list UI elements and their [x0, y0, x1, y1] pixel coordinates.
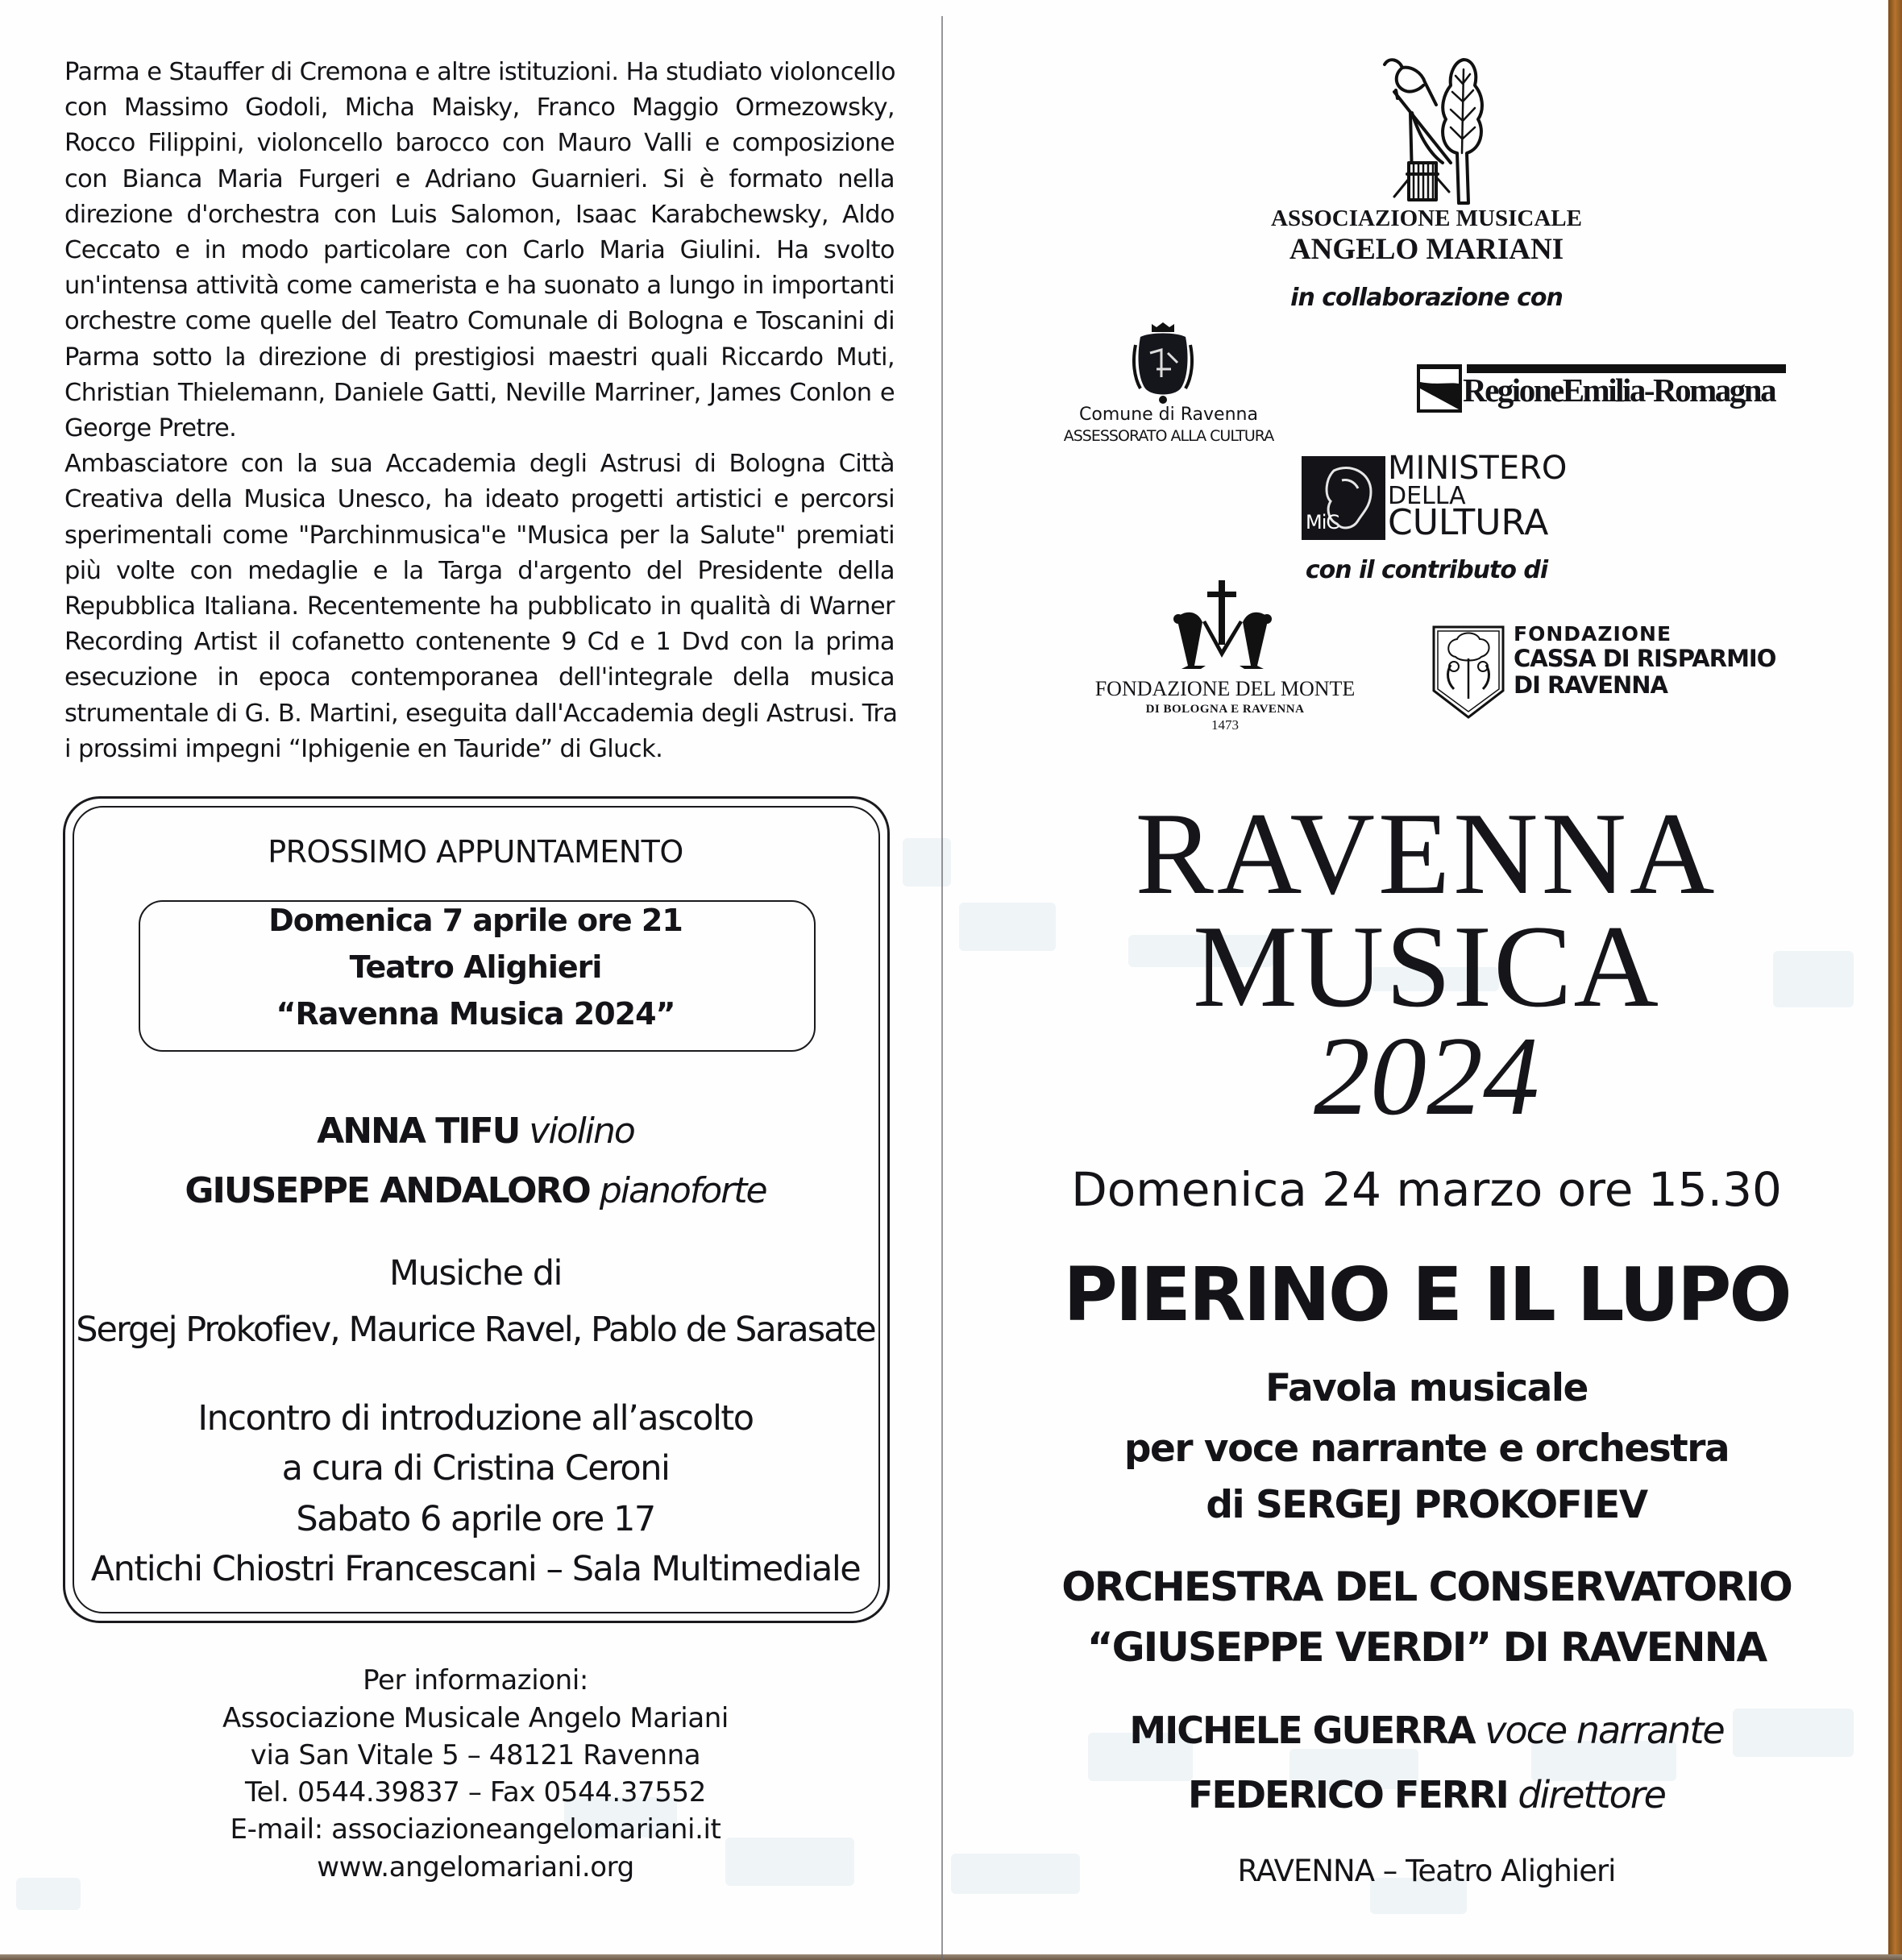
ministero-line1: MINISTERO	[1388, 450, 1568, 487]
bio-line: Parma e Stauffer di Cremona e altre istituzioni. Ha studiato violoncello	[64, 58, 895, 86]
cassa-line2: CASSA DI RISPARMIO	[1514, 645, 1776, 672]
bio-line: Christian Thielemann, Daniele Gatti, Neville Marriner, James Conlon e	[64, 378, 895, 407]
next-event-heading: PROSSIMO APPUNTAMENTO	[268, 834, 683, 870]
event-date: Domenica 24 marzo ore 15.30	[1071, 1162, 1782, 1217]
bio-line: con Massimo Godoli, Micha Maisky, Franco Maggio Ormezowsky,	[64, 93, 895, 122]
performer-role: direttore	[1518, 1773, 1665, 1817]
event-performer	[967, 1773, 1886, 1817]
next-event-performer	[73, 1111, 878, 1152]
bio-line: George Pretre.	[64, 414, 237, 443]
cassa-risparmio-shield-icon	[1431, 625, 1505, 720]
ministero-line2: DELLA	[1388, 482, 1466, 510]
intro-line: Antichi Chiostri Francescani – Sala Multimediale	[90, 1549, 861, 1589]
comune-name: Comune di Ravenna	[1079, 405, 1258, 425]
fondazione-monte-name: FONDAZIONE DEL MONTE	[1094, 677, 1356, 700]
collaboration-label: in collaborazione con	[1290, 284, 1563, 312]
contact-phone: Tel. 0544.39837 – Fax 0544.37552	[245, 1776, 706, 1808]
fondazione-monte-subtitle: DI BOLOGNA E RAVENNA	[1145, 703, 1305, 716]
mic-badge: MiC	[1306, 511, 1339, 534]
regione-name: RegioneEmilia-Romagna	[1463, 372, 1775, 409]
event-subtitle-line: di SERGEJ PROKOFIEV	[1206, 1483, 1647, 1527]
music-by-label: Musiche di	[389, 1253, 562, 1294]
bio-line: Ceccato e in modo particolare con Carlo Maria Giulini. Ha svolto	[64, 236, 895, 265]
bio-line: strumentale di G. B. Martini, eseguita dall'Accademia degli Astrusi. Tra	[64, 699, 898, 728]
contribution-label: con il contributo di	[1305, 556, 1548, 584]
festival-title-line1: RAVENNA	[1135, 788, 1718, 919]
bio-line: Creativa della Musica Unesco, ha ideato progetti artistici e percorsi	[64, 485, 895, 514]
bio-line: i prossimi impegni “Iphigenie en Tauride” di Gluck.	[64, 734, 663, 763]
bio-line: sperimentali come "Parchinmusica"e "Musica per la Salute" premiati	[64, 521, 895, 550]
performer-role: pianoforte	[599, 1170, 766, 1211]
fondazione-monte-logo-icon	[1170, 579, 1275, 675]
bio-line: Parma sotto la direzione di prestigiosi maestri quali Riccardo Muti,	[64, 343, 895, 372]
festival-year: 2024	[1314, 1014, 1539, 1139]
organizer-name-line1: ASSOCIAZIONE MUSICALE	[1271, 206, 1582, 231]
performer-name: ANNA TIFU	[317, 1111, 520, 1152]
intro-line: Incontro di introduzione all’ascolto	[197, 1398, 754, 1439]
intro-line: Sabato 6 aprile ore 17	[296, 1499, 655, 1539]
ministero-line3: CULTURA	[1388, 502, 1549, 543]
organizer-name-line2: ANGELO MARIANI	[1289, 233, 1564, 266]
bio-line: più volte con medaglie e la Targa d'argento del Presidente della	[64, 556, 895, 585]
next-event-date: Domenica 7 aprile ore 21	[268, 903, 683, 938]
next-event-performer	[73, 1170, 878, 1211]
fold-line	[941, 16, 943, 1960]
event-performer	[967, 1709, 1886, 1752]
event-title: PIERINO E IL LUPO	[1063, 1252, 1790, 1338]
performer-name: FEDERICO FERRI	[1188, 1773, 1508, 1817]
next-event-series: “Ravenna Musica 2024”	[276, 996, 675, 1032]
bio-line: Rocco Filippini, violoncello barocco con Mauro Valli e composizione	[64, 129, 895, 158]
festival-title-line2: MUSICA	[1193, 901, 1660, 1032]
coat-of-arms-icon	[1132, 321, 1194, 405]
bio-line: Ambasciatore con la sua Accademia degli Astrusi di Bologna Città	[64, 450, 895, 479]
orchestra-line: “GIUSEPPE VERDI” DI RAVENNA	[1086, 1624, 1767, 1671]
orchestra-line: ORCHESTRA DEL CONSERVATORIO	[1061, 1563, 1792, 1610]
bio-line: un'intensa attività come camerista e ha suonato a lungo in importanti	[64, 272, 895, 301]
composers: Sergej Prokofiev, Maurice Ravel, Pablo de Sarasate	[76, 1310, 875, 1350]
wooden-table-edge	[1888, 0, 1902, 1960]
biography-text	[64, 55, 898, 767]
table-bottom-edge	[0, 1954, 1902, 1960]
bio-line: Repubblica Italiana. Recentemente ha pubblicato in qualità di Warner	[64, 592, 895, 621]
contact-label: Per informazioni:	[363, 1664, 588, 1696]
bio-line: esecuzione in epoca contemporanea dell'integrale della musica	[64, 663, 895, 692]
comune-department: ASSESSORATO ALLA CULTURA	[1063, 427, 1274, 445]
contact-address: via San Vitale 5 – 48121 Ravenna	[250, 1739, 701, 1771]
event-subtitle-line: Favola musicale	[1265, 1366, 1588, 1410]
angelo-mariani-logo-icon	[1362, 50, 1507, 207]
contact-org: Associazione Musicale Angelo Mariani	[222, 1702, 729, 1734]
performer-name: GIUSEPPE ANDALORO	[185, 1170, 590, 1211]
bio-line: con Bianca Maria Furgeri e Adriano Guarnieri. Si è formato nella	[64, 164, 895, 193]
contact-website[interactable]: www.angelomariani.org	[317, 1851, 634, 1883]
contact-email[interactable]: E-mail: associazioneangelomariani.it	[230, 1813, 721, 1846]
bio-line: Recording Artist il cofanetto contenente 9 Cd e 1 Dvd con la prima	[64, 628, 895, 657]
fondazione-monte-year: 1473	[1211, 717, 1239, 733]
regione-flag-icon	[1417, 364, 1462, 413]
intro-line: a cura di Cristina Ceroni	[281, 1448, 670, 1489]
event-subtitle-line: per voce narrante e orchestra	[1123, 1426, 1730, 1471]
bio-line: direzione d'orchestra con Luis Salomon, Isaac Karabchewsky, Aldo	[64, 200, 895, 229]
cassa-line3: DI RAVENNA	[1514, 671, 1668, 699]
next-event-venue: Teatro Alighieri	[349, 949, 602, 985]
cassa-line1: FONDAZIONE	[1514, 622, 1672, 646]
bio-line: orchestre come quelle del Teatro Comunale di Bologna e Toscanini di	[64, 307, 895, 336]
performer-name: MICHELE GUERRA	[1129, 1709, 1475, 1752]
event-venue: RAVENNA – Teatro Alighieri	[1237, 1854, 1616, 1888]
performer-role: voce narrante	[1485, 1709, 1724, 1752]
performer-role: violino	[529, 1111, 634, 1152]
